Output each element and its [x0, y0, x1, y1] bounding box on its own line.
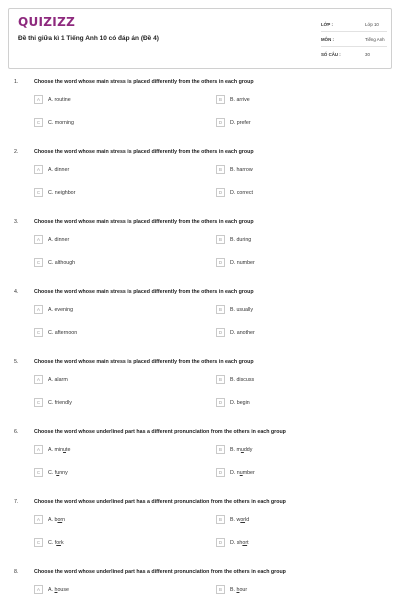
meta-row-count: [321, 47, 387, 62]
option-letter-box: A: [34, 235, 43, 244]
option-text: [48, 587, 69, 593]
option-word-end: te: [65, 446, 71, 453]
option-prefix: D.: [230, 329, 237, 336]
option-underlined-part: u: [239, 469, 243, 476]
option-prefix: C.: [48, 119, 55, 126]
option-letter-box: A: [34, 165, 43, 174]
option-word-start: dinner: [54, 236, 70, 243]
option-letter-box: B: [216, 515, 225, 524]
option-text: [230, 587, 247, 593]
question-8: [0, 569, 400, 600]
option-letter-box: B: [216, 305, 225, 314]
question-number: 6.: [14, 429, 19, 435]
question-5: [0, 359, 400, 429]
question-text: Choose the word whose main stress is placed differently from the others in each group: [34, 219, 254, 225]
option-text: [230, 330, 255, 336]
option-text: [230, 167, 253, 173]
option-underlined-part: u: [56, 469, 60, 476]
option-prefix: A.: [48, 586, 55, 593]
option-letter-box: B: [216, 95, 225, 104]
option-text: [48, 517, 65, 523]
meta-value-subject: Tiếng Anh: [365, 37, 385, 42]
option-prefix: B.: [230, 586, 237, 593]
option-letter-box: C: [34, 398, 43, 407]
option-prefix: C.: [48, 329, 55, 336]
option-word-end: n: [62, 516, 66, 523]
option-text: [48, 97, 71, 103]
option-underlined-part: h: [54, 586, 58, 593]
option-text: [48, 470, 68, 476]
option-prefix: A.: [48, 166, 55, 173]
option-word-start: discuss: [236, 376, 255, 383]
option-underlined-part: u: [63, 446, 66, 453]
option-prefix: B.: [230, 236, 237, 243]
option-letter-box: B: [216, 585, 225, 594]
meta-value-grade: Lớp 10: [365, 22, 379, 27]
option-word-start: friendly: [54, 399, 72, 406]
option-prefix: A.: [48, 376, 55, 383]
option-word-end: t: [247, 539, 249, 546]
option-word-end: k: [60, 539, 64, 546]
option-letter-box: A: [34, 95, 43, 104]
option-prefix: D.: [230, 189, 237, 196]
option-letter-box: D: [216, 188, 225, 197]
option-letter-box: D: [216, 258, 225, 267]
option-text: [48, 447, 70, 453]
option-text: [230, 517, 249, 523]
question-number: 7.: [14, 499, 19, 505]
option-letter-box: A: [34, 375, 43, 384]
option-word-start: neighbor: [54, 189, 76, 196]
question-number: 3.: [14, 219, 19, 225]
option-text: [230, 190, 253, 196]
option-underlined-part: u: [240, 446, 244, 453]
option-prefix: D.: [230, 399, 237, 406]
question-number: 2.: [14, 149, 19, 155]
option-letter-box: C: [34, 258, 43, 267]
option-letter-box: D: [216, 468, 225, 477]
option-letter-box: A: [34, 445, 43, 454]
option-prefix: B.: [230, 166, 237, 173]
option-word-end: mber: [242, 469, 255, 476]
quizizz-logo: QUIZIZZ: [18, 15, 76, 29]
question-2: [0, 149, 400, 219]
document-header: [8, 8, 392, 69]
option-text: [230, 447, 252, 453]
meta-label-count: SỐ CÂU :: [321, 52, 341, 57]
option-word-start: begin: [236, 399, 250, 406]
option-word-start: dinner: [54, 166, 70, 173]
option-word-start: b: [54, 516, 58, 523]
option-letter-box: A: [34, 585, 43, 594]
option-text: [230, 237, 251, 243]
meta-label-grade: LỚP :: [321, 22, 333, 27]
option-prefix: D.: [230, 259, 237, 266]
option-word-start: correct: [236, 189, 253, 196]
question-text: Choose the word whose underlined part has a different pronunciation from the others in each group: [34, 429, 286, 435]
option-text: [48, 190, 75, 196]
option-word-end: ddy: [243, 446, 253, 453]
option-text: [48, 400, 72, 406]
option-prefix: C.: [48, 189, 55, 196]
question-1: [0, 79, 400, 149]
option-text: [230, 400, 250, 406]
option-word-end: our: [239, 586, 248, 593]
option-prefix: A.: [48, 96, 55, 103]
option-letter-box: C: [34, 328, 43, 337]
question-text: Choose the word whose underlined part has a different pronunciation from the others in each group: [34, 569, 286, 575]
question-text: Choose the word whose main stress is placed differently from the others in each group: [34, 359, 254, 365]
option-letter-box: C: [34, 538, 43, 547]
option-word-start: number: [236, 259, 255, 266]
option-word-start: arrive: [236, 96, 250, 103]
option-text: [230, 260, 255, 266]
option-prefix: B.: [230, 376, 237, 383]
option-letter-box: B: [216, 235, 225, 244]
option-word-start: although: [54, 259, 76, 266]
option-prefix: A.: [48, 446, 55, 453]
meta-row-grade: [321, 17, 387, 32]
option-word-start: harrow: [236, 166, 253, 173]
question-7: [0, 499, 400, 569]
option-text: [48, 237, 69, 243]
option-letter-box: B: [216, 445, 225, 454]
option-text: [48, 167, 69, 173]
option-word-end: nny: [59, 469, 68, 476]
option-word-start: routine: [54, 96, 71, 103]
question-number: 1.: [14, 79, 19, 85]
question-text: Choose the word whose underlined part has a different pronunciation from the others in each group: [34, 499, 286, 505]
option-word-start: evening: [54, 306, 74, 313]
option-word-start: min: [54, 446, 64, 453]
option-word-start: usually: [236, 306, 253, 313]
option-underlined-part: or: [240, 516, 246, 523]
option-text: [230, 97, 250, 103]
option-underlined-part: or: [57, 516, 63, 523]
option-word-start: morning: [54, 119, 74, 126]
option-letter-box: B: [216, 165, 225, 174]
option-text: [48, 307, 73, 313]
option-prefix: C.: [48, 259, 55, 266]
question-3: [0, 219, 400, 289]
option-word-start: afternoon: [54, 329, 78, 336]
option-text: [48, 120, 74, 126]
option-text: [48, 377, 68, 383]
option-prefix: B.: [230, 516, 237, 523]
option-prefix: B.: [230, 446, 237, 453]
question-number: 5.: [14, 359, 19, 365]
option-prefix: C.: [48, 469, 55, 476]
option-prefix: A.: [48, 516, 55, 523]
option-letter-box: C: [34, 118, 43, 127]
option-letter-box: D: [216, 538, 225, 547]
meta-label-subject: MÔN :: [321, 37, 334, 42]
meta-row-subject: [321, 32, 387, 47]
option-word-start: f: [54, 539, 57, 546]
option-underlined-part: h: [236, 586, 240, 593]
option-prefix: B.: [230, 96, 237, 103]
question-4: [0, 289, 400, 359]
option-letter-box: C: [34, 468, 43, 477]
question-number: 4.: [14, 289, 19, 295]
option-text: [48, 540, 64, 546]
option-word-start: another: [236, 329, 255, 336]
option-word-start: w: [236, 516, 241, 523]
option-word-start: n: [236, 469, 240, 476]
option-word-start: during: [236, 236, 252, 243]
question-text: Choose the word whose main stress is placed differently from the others in each group: [34, 149, 254, 155]
option-letter-box: D: [216, 328, 225, 337]
option-prefix: B.: [230, 306, 237, 313]
option-prefix: A.: [48, 236, 55, 243]
question-text: Choose the word whose main stress is placed differently from the others in each group: [34, 79, 254, 85]
option-word-start: alarm: [54, 376, 68, 383]
question-6: [0, 429, 400, 499]
option-text: [230, 470, 255, 476]
option-underlined-part: or: [242, 539, 248, 546]
option-letter-box: C: [34, 188, 43, 197]
option-prefix: A.: [48, 306, 55, 313]
option-prefix: C.: [48, 399, 55, 406]
option-prefix: D.: [230, 539, 237, 546]
option-word-end: ld: [245, 516, 250, 523]
option-word-start: f: [54, 469, 57, 476]
option-letter-box: D: [216, 118, 225, 127]
question-number: 8.: [14, 569, 19, 575]
document-title: Đề thi giữa kì 1 Tiếng Anh 10 có đáp án (Đề 4): [18, 35, 159, 42]
option-text: [230, 377, 254, 383]
option-letter-box: B: [216, 375, 225, 384]
option-prefix: D.: [230, 119, 237, 126]
meta-value-count: 30: [365, 52, 370, 57]
option-letter-box: A: [34, 515, 43, 524]
option-text: [230, 307, 253, 313]
option-underlined-part: or: [56, 539, 61, 546]
option-word-start: sh: [236, 539, 243, 546]
option-text: [48, 330, 77, 336]
option-text: [230, 120, 251, 126]
option-text: [48, 260, 75, 266]
question-text: Choose the word whose main stress is placed differently from the others in each group: [34, 289, 254, 295]
option-letter-box: A: [34, 305, 43, 314]
meta-info: [321, 17, 387, 62]
option-letter-box: D: [216, 398, 225, 407]
option-prefix: C.: [48, 539, 55, 546]
option-word-start: prefer: [236, 119, 251, 126]
option-word-start: m: [236, 446, 241, 453]
option-word-end: ouse: [57, 586, 69, 593]
option-prefix: D.: [230, 469, 237, 476]
option-text: [230, 540, 249, 546]
